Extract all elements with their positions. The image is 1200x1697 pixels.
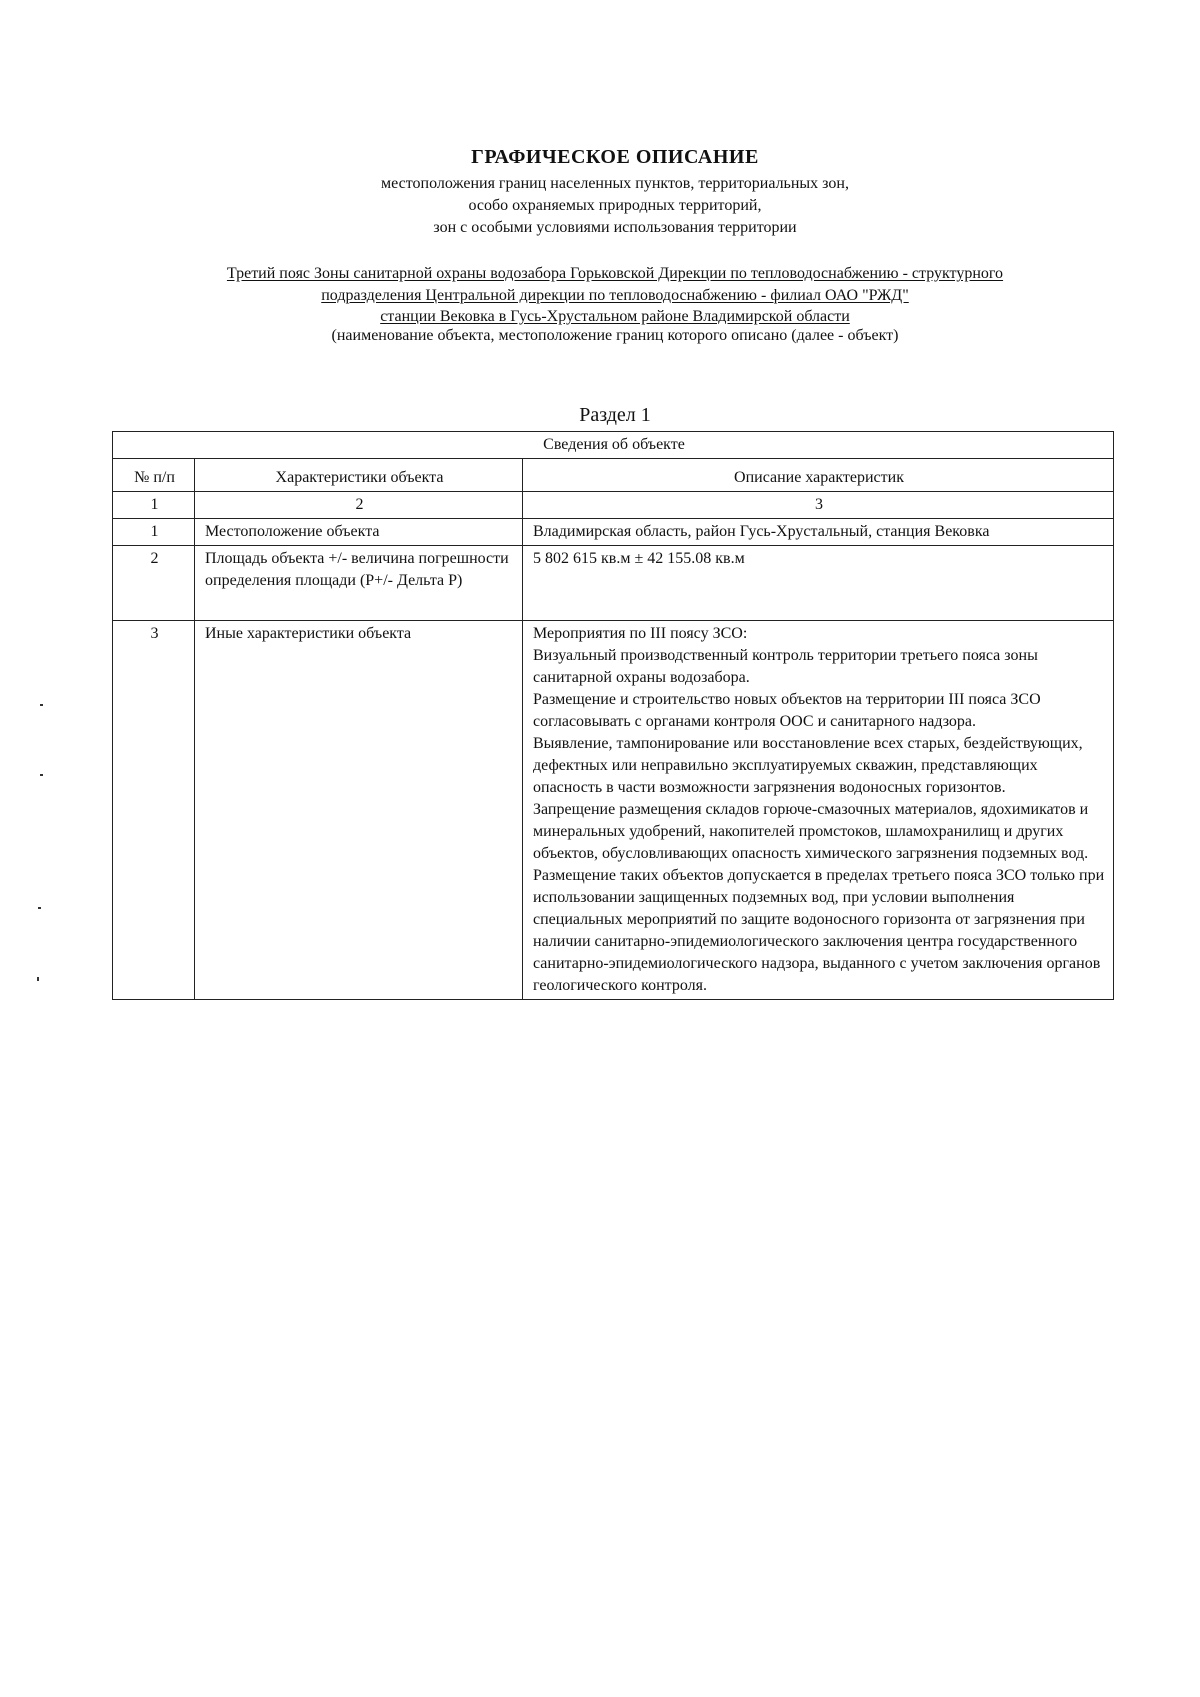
row-num: 3 [113, 621, 195, 1000]
document-subtitle [0, 173, 1200, 239]
scan-speck [40, 704, 43, 706]
row-num: 2 [113, 546, 195, 621]
description-paragraph: Владимирская область, район Гусь-Хрустальный, станция Вековка [533, 523, 990, 540]
header-description: Описание характеристик [523, 459, 1114, 492]
row-characteristic: Иные характеристики объекта [195, 621, 523, 1000]
table-row [113, 519, 1114, 546]
scan-speck [40, 774, 43, 776]
subtitle-line: зон с особыми условиями использования территории [433, 219, 797, 236]
section-label: Раздел 1 [579, 404, 651, 426]
object-name [0, 263, 1200, 328]
row-description [523, 519, 1114, 546]
object-name-line: подразделения Центральной дирекции по тепловодоснабжению - филиал ОАО "РЖД" [321, 286, 909, 304]
header-characteristic: Характеристики объекта [195, 459, 523, 492]
description-paragraph: Запрещение размещения складов горюче-смазочных материалов, ядохимикатов и минеральных удобрений, накопителей промстоков, шламохранилищ и других объектов, обусловливающих опасность химического загрязнения подземных вод. [533, 801, 1089, 862]
column-number: 1 [113, 492, 195, 519]
table-caption: Сведения об объекте [113, 432, 1114, 459]
object-name-line: станции Вековка в Гусь-Хрустальном районе Владимирской области [380, 308, 850, 325]
object-info-table [112, 431, 1114, 1000]
description-paragraph: Размещение таких объектов допускается в пределах третьего пояса ЗСО только при использовании защищенных подземных вод, при условии выполнения специальных мероприятий по защите водоносного горизонта от загрязнения при наличии санитарно-эпидемиологического заключения центра государственного санитарно-эпидемиологического надзора, выданного с учетом заключения органов геологического контроля. [533, 867, 1105, 994]
row-description [523, 621, 1114, 1000]
description-paragraph: Мероприятия по III поясу ЗСО: [533, 625, 748, 642]
subtitle-line: особо охраняемых природных территорий, [468, 197, 762, 214]
table-header-row [113, 459, 1114, 492]
description-paragraph: Размещение и строительство новых объектов на территории III пояса ЗСО согласовывать с органами контроля ООС и санитарного надзора. [533, 691, 1041, 730]
subtitle-line: местоположения границ населенных пунктов, территориальных зон, [381, 175, 849, 192]
description-paragraph: Выявление, тампонирование или восстановление всех старых, бездействующих, дефектных или неправильно эксплуатируемых скважин, представляющих опасность в части возможности загрязнения водоносных горизонтов. [533, 735, 1083, 796]
scan-speck [37, 977, 39, 981]
table-row [113, 546, 1114, 621]
description-paragraph: Визуальный производственный контроль территории третьего пояса зоны санитарной охраны водозабора. [533, 647, 1038, 686]
row-characteristic: Местоположение объекта [195, 519, 523, 546]
scan-speck [38, 907, 41, 909]
column-number-row [113, 492, 1114, 519]
column-number: 3 [523, 492, 1114, 519]
table-caption-row [113, 432, 1114, 459]
row-characteristic: Площадь объекта +/- величина погрешности определения площади (Р+/- Дельта Р) [195, 546, 523, 621]
row-num: 1 [113, 519, 195, 546]
column-number: 2 [195, 492, 523, 519]
document-title: ГРАФИЧЕСКОЕ ОПИСАНИЕ [471, 146, 759, 168]
description-paragraph: 5 802 615 кв.м ± 42 155.08 кв.м [533, 550, 745, 567]
object-name-line: Третий пояс Зоны санитарной охраны водозабора Горьковской Дирекции по тепловодоснабжению - структурного [226, 265, 1004, 282]
table-row [113, 621, 1114, 1000]
header-num: № п/п [113, 459, 195, 492]
object-name-caption: (наименование объекта, местоположение границ которого описано (далее - объект) [331, 327, 899, 344]
row-description [523, 546, 1114, 621]
